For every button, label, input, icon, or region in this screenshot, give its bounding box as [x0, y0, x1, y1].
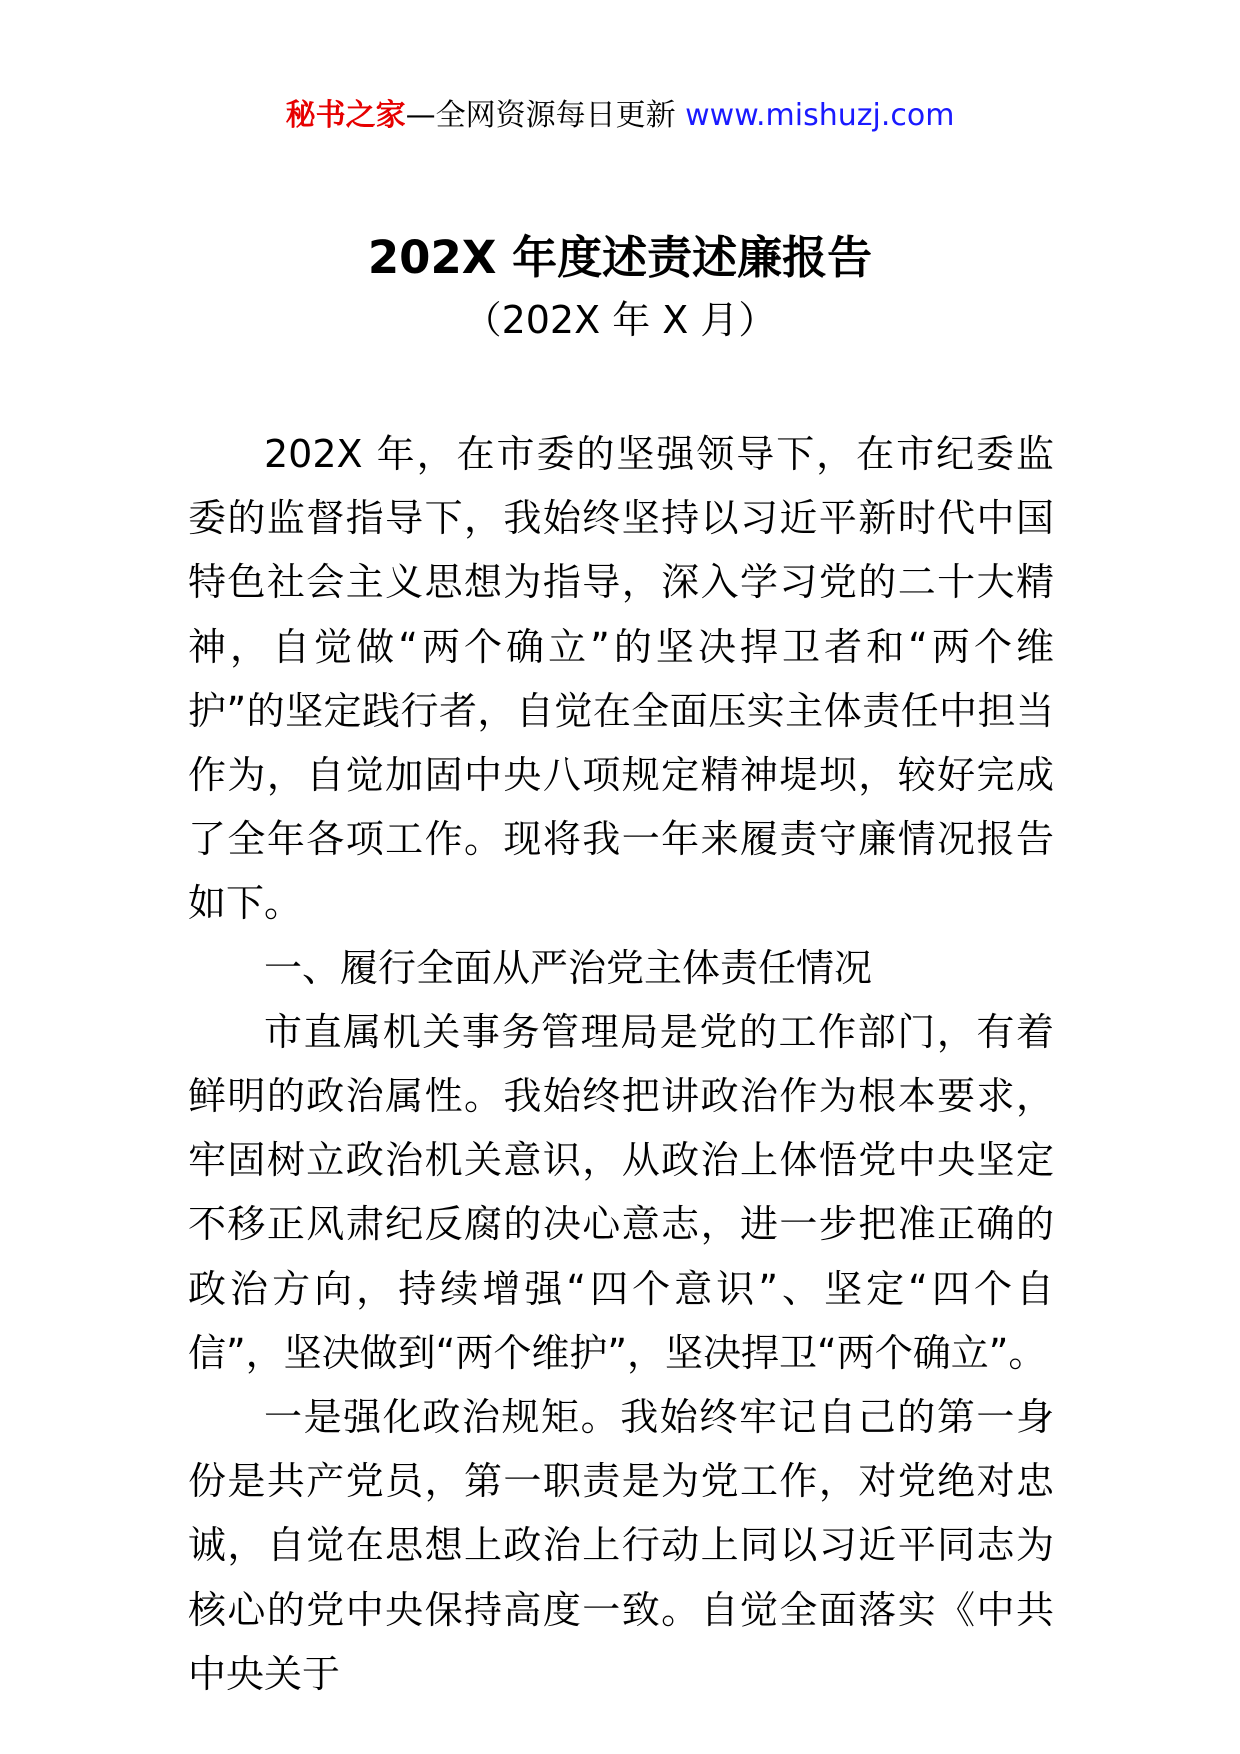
- paragraph-section-1: 市直属机关事务管理局是党的工作部门，有着鲜明的政治属性。我始终把讲政治作为根本要求，牢固树立政治机关意识，从政治上体悟党中央坚定不移正风肃纪反腐的决心意志，进一步把准正确的政治方向，持续增强“四个意识”、坚定“四个自信”，坚决做到“两个维护”，坚决捍卫“两个确立”。: [188, 1009, 1054, 1375]
- header-tagline: —全网资源每日更新: [405, 98, 676, 133]
- document-body: [188, 422, 1054, 1706]
- paragraph-intro: 202X 年，在市委的坚强领导下，在市纪委监委的监督指导下，我始终坚持以习近平新时代中国特色社会主义思想为指导，深入学习党的二十大精神，自觉做“两个确立”的坚决捍卫者和“两个维护”的坚定践行者，自觉在全面压实主体责任中担当作为，自觉加固中央八项规定精神堤坝，较好完成了全年各项工作。现将我一年来履责守廉情况报告如下。: [188, 432, 1054, 926]
- site-header: [0, 96, 1240, 136]
- brand-name: 秘书之家: [285, 98, 406, 133]
- document-title: 202X 年度述责述廉报告: [367, 231, 873, 284]
- site-url-link[interactable]: www.mishuzj.com: [685, 98, 955, 133]
- document-date: （202X 年 X 月）: [463, 298, 777, 342]
- paragraph-political-rules: 一是强化政治规矩。我始终牢记自己的第一身份是共产党员，第一职责是为党工作，对党绝对忠诚，自觉在思想上政治上行动上同以习近平同志为核心的党中央保持高度一致。自觉全面落实《中共中央关于: [188, 1395, 1054, 1696]
- section-heading-1: 一、履行全面从严治党主体责任情况: [264, 945, 873, 990]
